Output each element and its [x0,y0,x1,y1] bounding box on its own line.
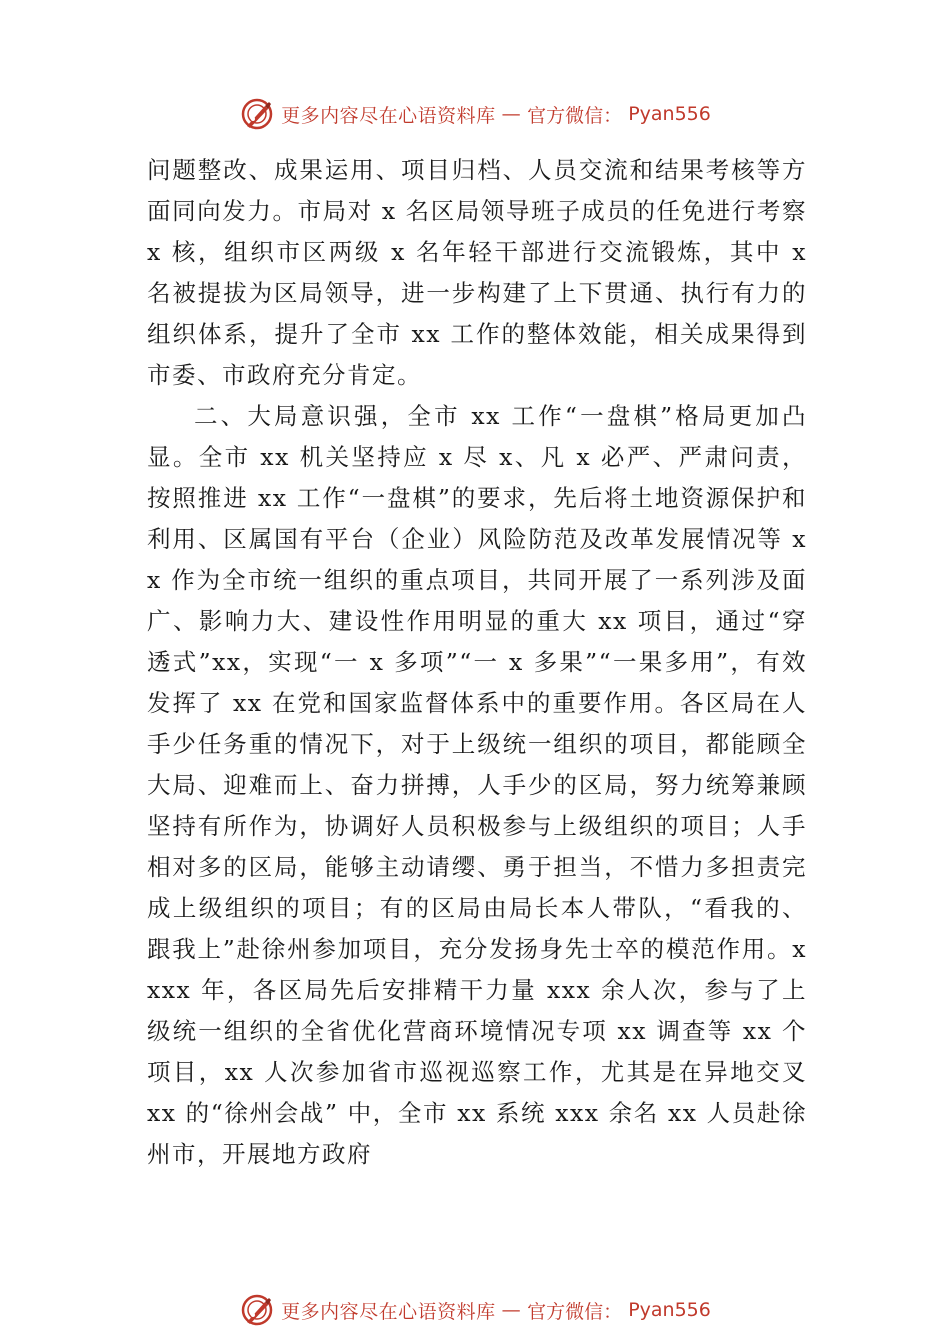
promo-dash: — [501,1299,522,1321]
wechat-label: 官方微信： [527,104,623,127]
footer-banner [0,1290,950,1330]
pen-seal-icon [239,96,275,132]
body-paragraph: 二、大局意识强，全市 xx 工作“一盘棋”格局更加凸显。全市 xx 机关坚持应 x 尽 x、凡 x 必严、严肃问责，按照推进 xx 工作“一盘棋”的要求，先后将土地资源保护和利用、区属国有平台（企业）风险防范及改革发展情况等 xx 作为全市统一组织的重点项目，共同开展了一系列涉及面广、影响力大、建设性作用明显的重大 xx 项目，通过“穿透式”xx，实现“一 x 多项”“一 x 多果”“一果多用”，有效发挥了 xx 在党和国家监督体系中的重要作用。各区局在人手少任务重的情况下，对于上级统一组织的项目，都能顾全大局、迎难而上、奋力拼搏，人手少的区局，努力统筹兼顾坚持有所作为，协调好人员积极参与上级组织的项目；人手相对多的区局，能够主动请缨、勇于担当，不惜力多担责完成上级组织的项目；有的区局由局长本人带队，“看我的、跟我上”赴徐州参加项目，充分发扬身先士卒的模范作用。xxxx 年，各区局先后安排精干力量 xxx 余人次，参与了上级统一组织的全省优化营商环境情况专项 xx 调查等 xx 个项目，xx 人次参加省市巡视巡察工作，尤其是在异地交叉 xx 的“徐州会战” 中，全市 xx 系统 xxx 余名 xx 人员赴徐州市，开展地方政府 [147,402,807,1168]
header-banner [0,94,950,134]
wechat-id: Pyan556 [628,1299,711,1321]
body-paragraph: 问题整改、成果运用、项目归档、人员交流和结果考核等方面同向发力。市局对 x 名区局领导班子成员的任免进行考察 x 核，组织市区两级 x 名年轻干部进行交流锻炼，其中 x 名被提拔为区局领导，进一步构建了上下贯通、执行有力的组织体系，提升了全市 xx 工作的整体效能，相关成果得到市委、市政府充分肯定。 [147,156,807,389]
promo-text: 更多内容尽在心语资料库 [281,104,496,127]
wechat-label: 官方微信： [527,1300,623,1323]
promo-dash: — [501,103,522,125]
promo-text: 更多内容尽在心语资料库 [281,1300,496,1323]
document-body [147,150,807,1175]
pen-seal-icon [239,1292,275,1328]
wechat-id: Pyan556 [628,103,711,125]
